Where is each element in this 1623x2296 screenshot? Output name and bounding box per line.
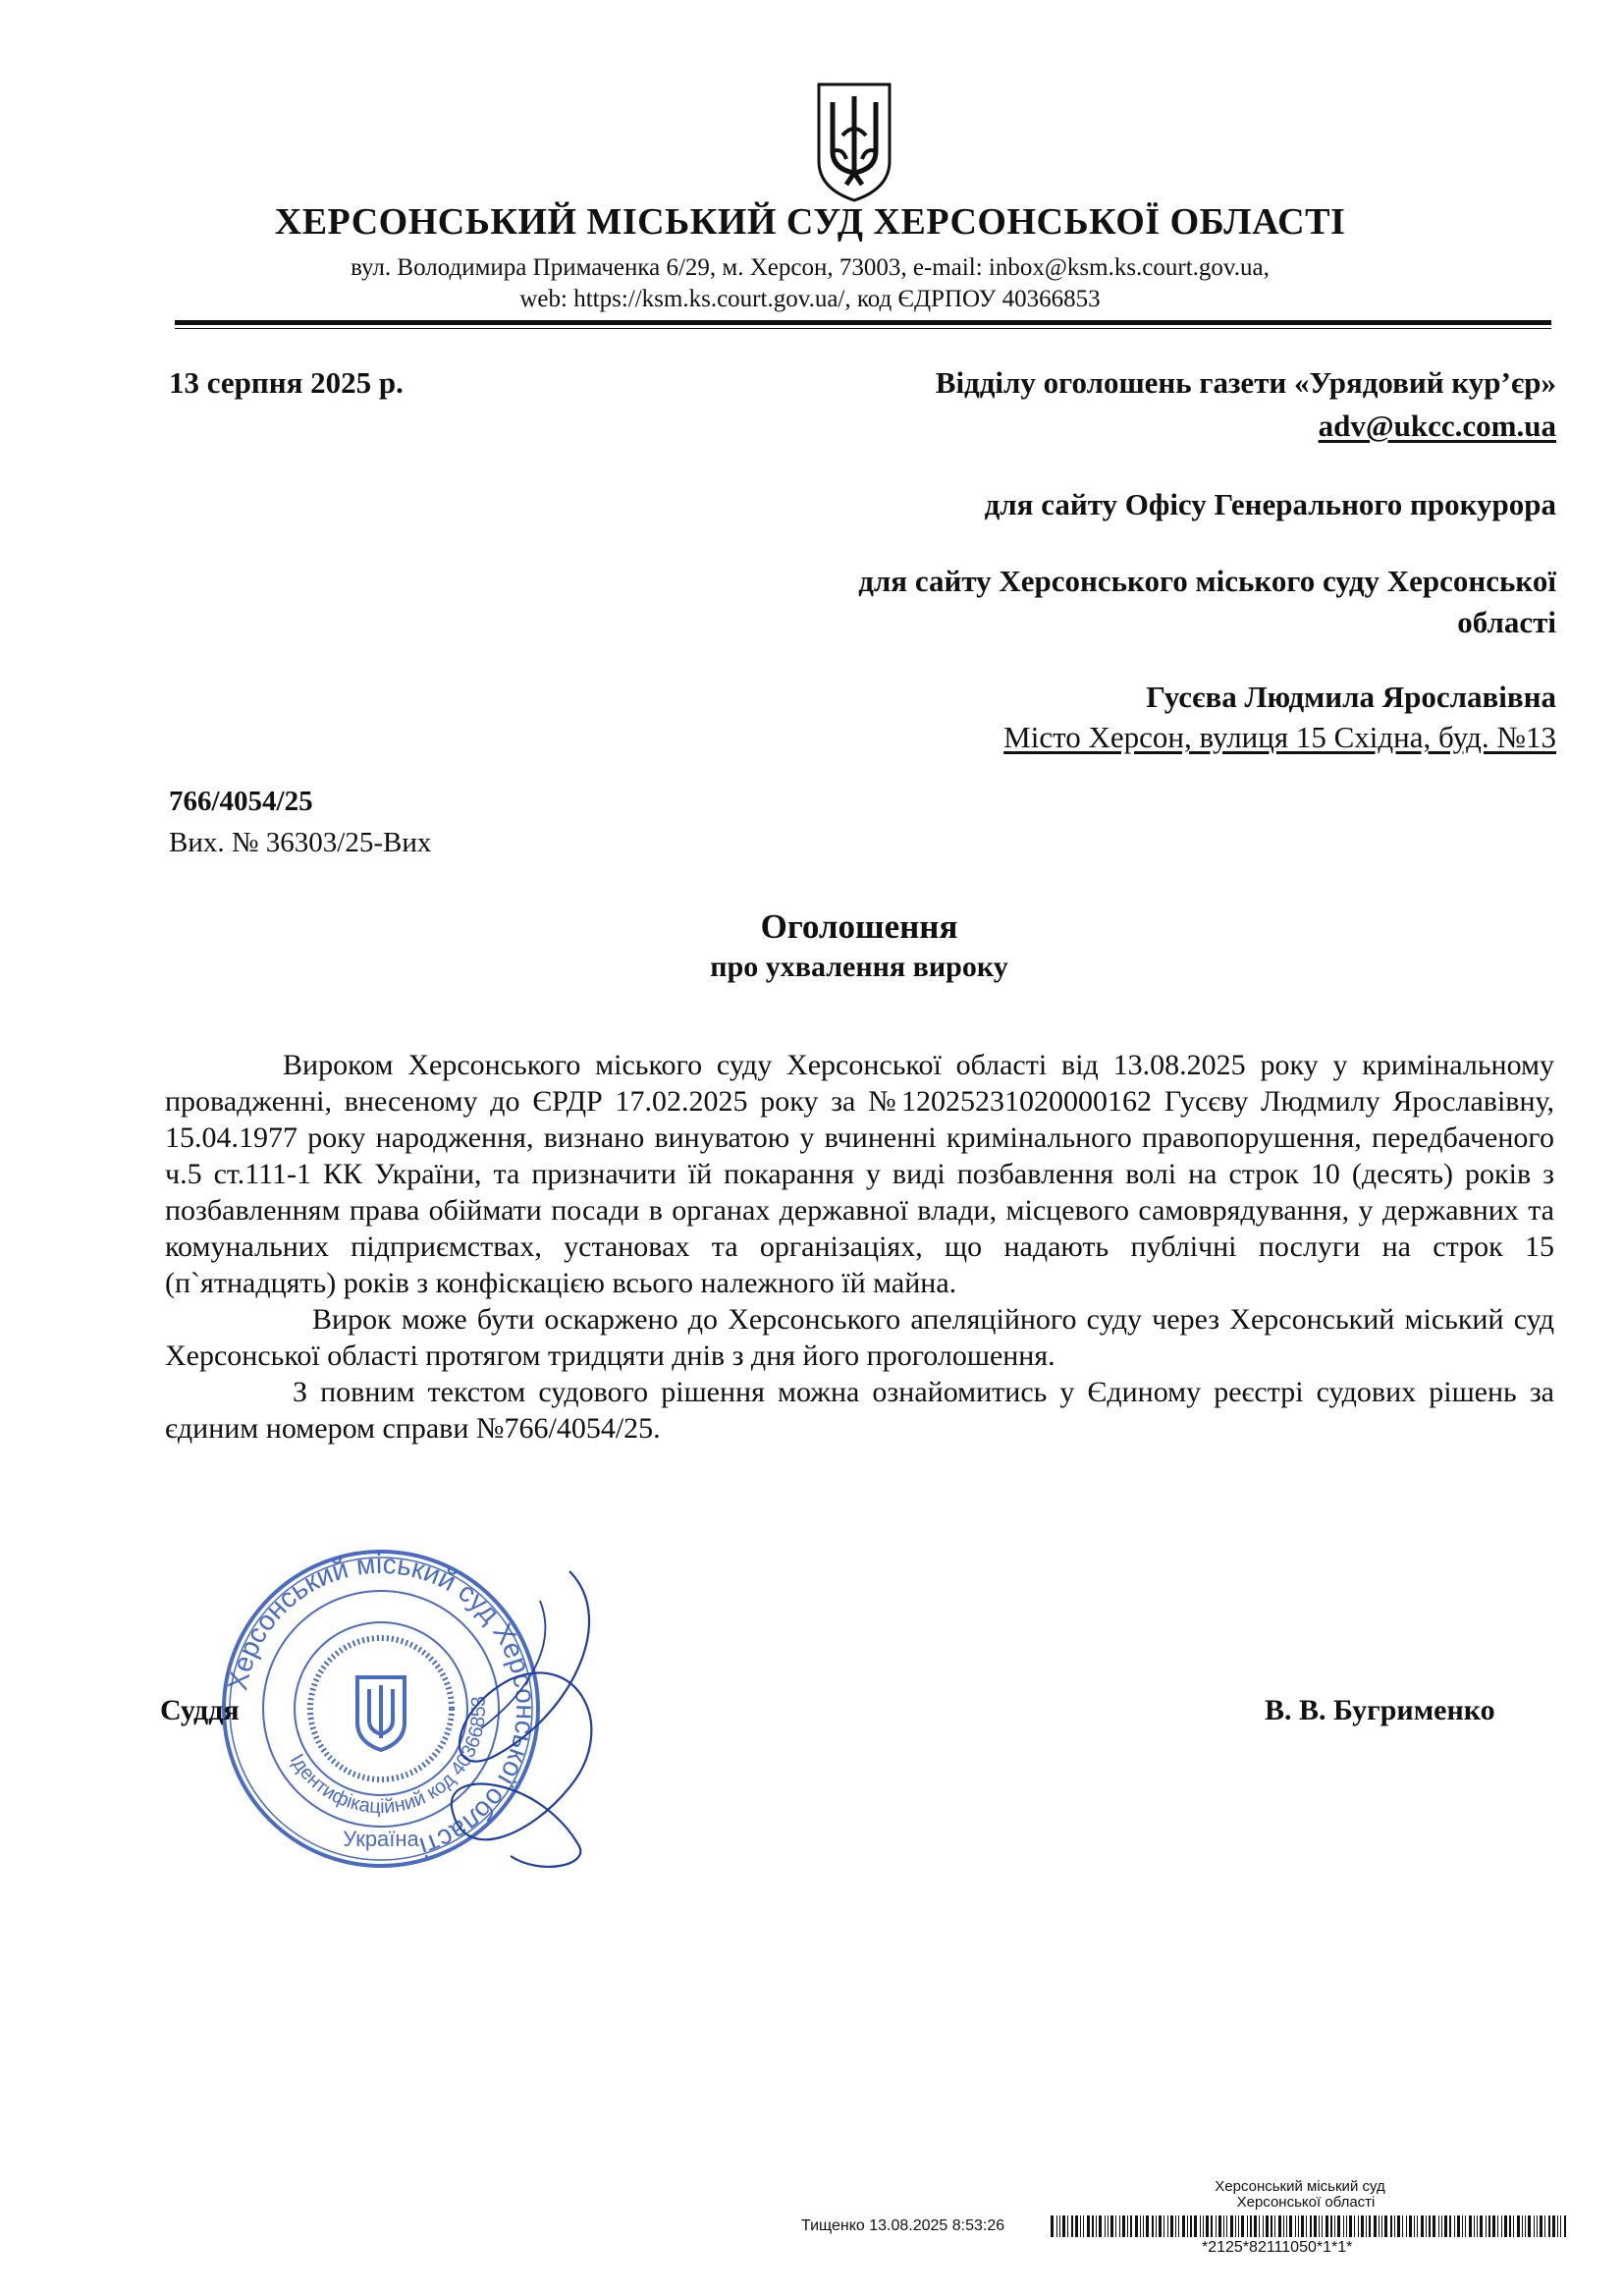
barcode-bar [1488, 2215, 1490, 2237]
barcode-bar [1540, 2215, 1542, 2237]
barcode-bar [1306, 2215, 1307, 2237]
barcode-bar [1182, 2215, 1185, 2237]
barcode-bar [1223, 2215, 1224, 2237]
recipient-person-address: Місто Херсон, вулиця 15 Східна, буд. №13 [1003, 720, 1556, 754]
barcode-bar [1250, 2215, 1252, 2237]
barcode-bar [1528, 2215, 1531, 2237]
barcode-bar [1379, 2215, 1380, 2237]
barcode-bar [1486, 2215, 1487, 2237]
barcode-bar [1206, 2215, 1209, 2237]
judge-name: В. В. Бугрименко [1265, 1694, 1495, 1726]
barcode-bar [1087, 2215, 1090, 2237]
recipient-court-site-cont: області [1457, 605, 1556, 639]
barcode-bar [1480, 2215, 1483, 2237]
barcode-bar [1130, 2215, 1132, 2237]
barcode-bar [1062, 2215, 1065, 2237]
barcode-bar [1310, 2215, 1312, 2237]
barcode-bar [1167, 2215, 1168, 2237]
barcode-bar [1187, 2215, 1188, 2237]
barcode-bar [1462, 2215, 1463, 2237]
barcode-bar [1314, 2215, 1317, 2237]
barcode-bar [1552, 2215, 1555, 2237]
barcode-bar [1226, 2215, 1227, 2237]
barcode-bar [1349, 2215, 1352, 2237]
court-web-and-code: web: https://ksm.ks.court.gov.ua/, код ЄДРПОУ 40366853 [519, 286, 1101, 312]
barcode-bar [1110, 2215, 1113, 2237]
announcement-subtitle: про ухвалення вироку [710, 951, 1008, 983]
barcode-bar [1319, 2215, 1320, 2237]
barcode-bar [1218, 2215, 1221, 2237]
barcode-bar [1108, 2215, 1109, 2237]
court-address: вул. Володимира Примаченка 6/29, м. Херсон, 73003, e-mail: inbox@ksm.ks.court.gov.ua, [351, 254, 1270, 281]
barcode-bar [1080, 2215, 1081, 2237]
handwritten-signature [422, 1561, 638, 1886]
barcode-bar [1071, 2215, 1073, 2237]
barcode-bar [1465, 2215, 1466, 2237]
barcode-text: *2125*82111050*1*1* [1202, 2239, 1353, 2256]
barcode-bar [1092, 2215, 1094, 2237]
barcode-bar [1190, 2215, 1192, 2237]
barcode-bar [1140, 2215, 1141, 2237]
barcode-bar [1295, 2215, 1296, 2237]
barcode-bar [1537, 2215, 1538, 2237]
header-divider-thin [175, 328, 1551, 329]
barcode-bar [1343, 2215, 1344, 2237]
stamp-bottom-text: Україна [343, 1827, 419, 1851]
barcode-bar [1444, 2215, 1447, 2237]
registration-court-region: Херсонської області [1236, 2194, 1376, 2211]
barcode-bar [1143, 2215, 1144, 2237]
outgoing-number: Вих. № 36303/25-Вих [169, 827, 432, 858]
barcode-bar [1504, 2215, 1507, 2237]
document-date: 13 серпня 2025 р. [169, 365, 404, 400]
barcode-bar [1067, 2215, 1068, 2237]
barcode-bar [1178, 2215, 1179, 2237]
barcode-bar [1429, 2215, 1431, 2237]
stamp-inner-text: Ідентифікаційний код 40366853 [285, 1695, 491, 1819]
barcode-bar [1433, 2215, 1435, 2237]
recipient-prosecutor-site: для сайту Офісу Генерального прокурора [984, 487, 1556, 521]
barcode-bar [1056, 2215, 1057, 2237]
header-divider [175, 320, 1551, 325]
barcode-bar [1337, 2215, 1340, 2237]
recipient-court-site: для сайту Херсонського міського суду Херсонської [858, 564, 1556, 598]
barcode-bar [1381, 2215, 1382, 2237]
barcode-bar [1358, 2215, 1359, 2237]
barcode-bar [1366, 2215, 1367, 2237]
barcode-bar [1127, 2215, 1128, 2237]
coat-of-arms-icon [813, 79, 895, 204]
barcode-bar [1266, 2215, 1269, 2237]
barcode-bar [1517, 2215, 1520, 2237]
barcode-bar [1298, 2215, 1299, 2237]
barcode-bar [1159, 2215, 1162, 2237]
barcode-bar [1438, 2215, 1439, 2237]
recipient-newspaper: Відділу оголошень газети «Урядовий кур’єр» [935, 365, 1556, 400]
barcode-bar [1235, 2215, 1236, 2237]
barcode-bar [1115, 2215, 1116, 2237]
barcode-bar [1406, 2215, 1407, 2237]
barcode-bar [1274, 2215, 1275, 2237]
registration-court: Херсонський міський суд [1215, 2178, 1385, 2195]
barcode-bar [1099, 2215, 1102, 2237]
barcode-bar [1259, 2215, 1260, 2237]
barcode-bar [1421, 2215, 1424, 2237]
barcode-bar [1247, 2215, 1248, 2237]
barcode-bar [1457, 2215, 1460, 2237]
barcode-bar [1216, 2215, 1217, 2237]
recipient-newspaper-email[interactable]: adv@ukcc.com.ua [1318, 409, 1556, 443]
barcode-bar [1417, 2215, 1418, 2237]
barcode-bar [1390, 2215, 1392, 2237]
barcode-bar [1454, 2215, 1455, 2237]
appeal-paragraph: Вирок може бути оскаржено до Херсонського апеляційного суду через Херсонський міський суд Херсонської області протягом тридцяти днів з дня його проголошення. [165, 1303, 1554, 1372]
registration-clerk-timestamp: Тищенко 13.08.2025 8:53:26 [801, 2217, 1005, 2234]
barcode-bar [1289, 2215, 1292, 2237]
barcode-bar [1334, 2215, 1335, 2237]
barcode-bar [1548, 2215, 1550, 2237]
barcode-bar [1522, 2215, 1523, 2237]
barcode-bar [1346, 2215, 1347, 2237]
barcode-bar [1283, 2215, 1284, 2237]
barcode-bar [1426, 2215, 1427, 2237]
barcode-bar [1325, 2215, 1328, 2237]
barcode-bar [1322, 2215, 1323, 2237]
barcode-bar [1059, 2215, 1060, 2237]
barcode-bar [1254, 2215, 1257, 2237]
barcode-bar [1564, 2215, 1566, 2237]
barcode-bar [1271, 2215, 1272, 2237]
verdict-paragraph: Вироком Херсонського міського суду Херсонської області від 13.08.2025 року у кримінальному провадженні, внесеному до ЄРДР 17.02.2025 року за №12025231020000162 Гусєву Людмилу Ярославівну, 15.04.1977 року народження, визнано винуватою у вчиненні кримінального правопорушення, передбаченого ч.5 ст.111-1 КК України, та призначити їй покарання у виді позбавлення волі на строк 10 (десять) років з позбавленням права обіймати посади в органах державної влади, місцевого самоврядування, у державних та комунальних підприємствах, установах та організаціях, що надають публічні послуги на строк 15 (п`ятнадцять) років з конфіскацією всього належного їй майна. [165, 1049, 1554, 1299]
case-number: 766/4054/25 [169, 786, 313, 817]
barcode-bar [1203, 2215, 1204, 2237]
stamp-emblem-icon [357, 1677, 405, 1750]
barcode-bar [1330, 2215, 1332, 2237]
barcode-bar [1211, 2215, 1213, 2237]
barcode-bar [1135, 2215, 1138, 2237]
barcode-bar [1175, 2215, 1176, 2237]
barcode-bar [1477, 2215, 1478, 2237]
announcement-body [165, 1047, 1554, 1447]
barcode-bar [1513, 2215, 1514, 2237]
barcode-bar [1497, 2215, 1498, 2237]
barcode-bar [1409, 2215, 1412, 2237]
announcement-title: Оголошення [760, 907, 958, 946]
barcode-bar [1152, 2215, 1154, 2237]
barcode-bar [1075, 2215, 1078, 2237]
barcode-bar [1441, 2215, 1442, 2237]
barcode-bar [1163, 2215, 1164, 2237]
barcode-bar [1241, 2215, 1244, 2237]
barcode-bar [1122, 2215, 1125, 2237]
barcode-bar [1230, 2215, 1233, 2237]
registry-paragraph: З повним текстом судового рішення можна ознайомитись у Єдиному реєстрі судових рішень за єдиним номером справи №766/4054/25. [165, 1376, 1554, 1445]
barcode-bar [1156, 2215, 1157, 2237]
barcode-bar [1544, 2215, 1545, 2237]
barcode-bar [1083, 2215, 1084, 2237]
court-name: ХЕРСОНСЬКИЙ МІСЬКИЙ СУД ХЕРСОНСЬКОЇ ОБЛАСТІ [274, 201, 1346, 243]
barcode-bar [1449, 2215, 1451, 2237]
barcode-bar [1402, 2215, 1403, 2237]
barcode-bar [1361, 2215, 1364, 2237]
barcode-bar [1170, 2215, 1173, 2237]
barcode-bar [1263, 2215, 1264, 2237]
barcode-bar [1394, 2215, 1395, 2237]
barcode-bar [1238, 2215, 1239, 2237]
barcode-bar [1278, 2215, 1281, 2237]
barcode-bar [1374, 2215, 1377, 2237]
barcode-bar [1509, 2215, 1511, 2237]
barcode-bar [1557, 2215, 1558, 2237]
barcode-bar [1105, 2215, 1106, 2237]
barcode-bar [1474, 2215, 1475, 2237]
barcode-bar [1469, 2215, 1472, 2237]
barcode-bar [1354, 2215, 1355, 2237]
barcode-bar [1096, 2215, 1097, 2237]
barcode-bar [1492, 2215, 1495, 2237]
barcode-bar [1200, 2215, 1201, 2237]
recipient-person: Гусєва Людмила Ярославівна [1146, 680, 1556, 714]
barcode-bar [1397, 2215, 1400, 2237]
barcode-bar [1146, 2215, 1149, 2237]
barcode-bar [1194, 2215, 1197, 2237]
barcode-bar [1369, 2215, 1371, 2237]
barcode-bar [1560, 2215, 1561, 2237]
judge-label: Суддя [160, 1694, 240, 1726]
barcode-bar [1414, 2215, 1415, 2237]
barcode-bar [1119, 2215, 1120, 2237]
barcode [1051, 2215, 1566, 2237]
barcode-bar [1501, 2215, 1502, 2237]
barcode-bar [1286, 2215, 1287, 2237]
barcode-bar [1051, 2215, 1054, 2237]
barcode-bar [1534, 2215, 1535, 2237]
barcode-bar [1525, 2215, 1526, 2237]
stamp-outer-text: Херсонський міський суд Херсонської області [222, 1548, 542, 1863]
barcode-bar [1384, 2215, 1387, 2237]
barcode-bar [1301, 2215, 1304, 2237]
